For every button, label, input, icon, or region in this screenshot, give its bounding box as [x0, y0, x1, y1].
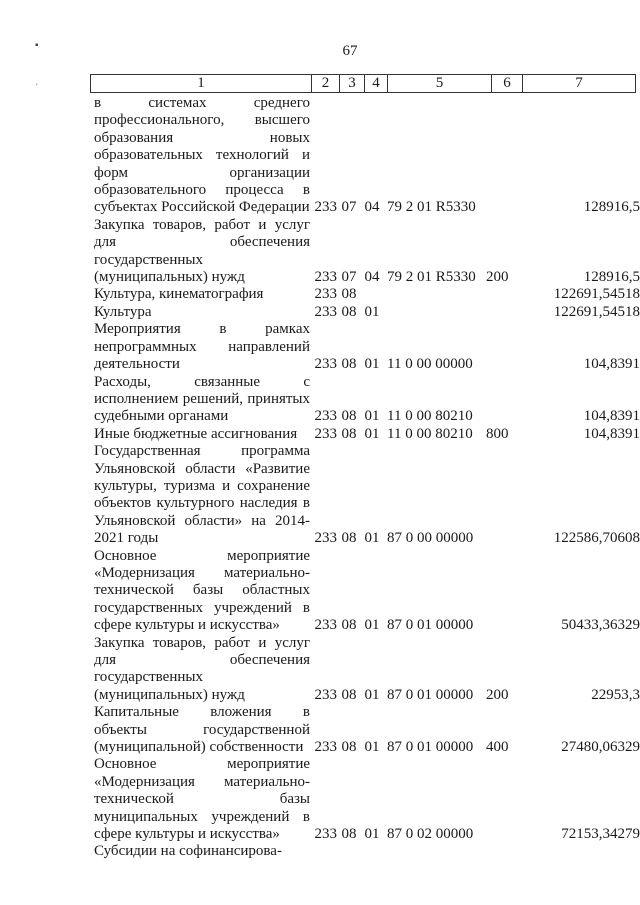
row-col-6	[486, 286, 516, 303]
row-col-6	[486, 321, 516, 373]
row-col-7: 22953,3	[591, 686, 640, 703]
row-col-4: 04	[364, 199, 380, 216]
row-col-4: 04	[364, 269, 380, 286]
row-description: Закупка товаров, работ и услуг для обеспечения государственных (муниципальных) нужд	[94, 634, 310, 703]
row-col-2: 233	[314, 199, 337, 216]
row-col-5	[383, 286, 486, 303]
row-col-4: 01	[364, 356, 380, 373]
row-col-4: 01	[364, 686, 380, 703]
header-col-3: 3	[340, 75, 365, 93]
row-col-2: 233	[314, 425, 337, 442]
row-description: Мероприятия в рамках непрограммных направлений деятельности	[94, 321, 310, 373]
row-col-3: 08	[341, 617, 357, 634]
row-col-3: 08	[341, 356, 357, 373]
row-description: Капитальные вложения в объекты государственной (муниципальной) собственности	[94, 704, 310, 756]
row-description: Субсидии на софинансирова-	[94, 843, 282, 860]
row-col-5	[383, 304, 486, 321]
row-col-2: 233	[314, 303, 337, 320]
table-row	[90, 217, 640, 287]
row-col-6	[486, 548, 516, 635]
row-col-6	[486, 843, 516, 860]
row-col-3: 08	[341, 425, 357, 442]
row-col-3: 07	[341, 199, 357, 216]
row-col-6: 200	[486, 269, 509, 286]
row-col-5	[383, 843, 486, 860]
table-row	[90, 374, 640, 426]
row-col-5: 11 0 00 80210	[387, 425, 473, 442]
row-col-3: 08	[341, 826, 357, 843]
row-col-7: 122691,54518	[553, 303, 640, 320]
row-col-7	[516, 843, 640, 860]
row-col-2: 233	[314, 739, 337, 756]
row-col-7: 50433,36329	[561, 617, 640, 634]
row-col-3: 08	[341, 303, 357, 320]
table-row	[90, 321, 640, 373]
row-col-6	[486, 374, 516, 426]
budget-table	[90, 95, 640, 861]
row-col-6: 200	[486, 686, 509, 703]
row-description: Культура, кинематография	[94, 286, 264, 303]
row-col-3: 08	[341, 686, 357, 703]
row-col-4	[361, 286, 383, 303]
row-col-4	[361, 843, 383, 860]
scan-mark-top: ▪	[35, 40, 39, 51]
header-col-1: 1	[91, 75, 312, 93]
header-col-7: 7	[523, 75, 636, 93]
row-description: Культура	[94, 303, 152, 320]
table-row	[90, 756, 640, 843]
row-col-3: 08	[341, 408, 357, 425]
row-col-3: 08	[341, 530, 357, 547]
row-col-4: 01	[364, 617, 380, 634]
row-col-2: 233	[314, 826, 337, 843]
table-row	[90, 426, 640, 443]
row-col-4: 01	[364, 739, 380, 756]
scan-mark-mid: ′	[36, 82, 38, 91]
row-col-5: 11 0 00 80210	[387, 408, 473, 425]
row-col-7: 122586,70608	[553, 530, 640, 547]
row-col-5: 87 0 01 00000	[387, 617, 474, 634]
row-col-4: 01	[364, 826, 380, 843]
row-col-6	[486, 756, 516, 843]
column-header-row	[90, 74, 636, 93]
row-col-6	[486, 304, 516, 321]
row-col-2: 233	[314, 269, 337, 286]
row-col-5: 11 0 00 00000	[387, 356, 473, 373]
row-col-5: 79 2 01 R5330	[387, 199, 476, 216]
row-col-3: 08	[341, 739, 357, 756]
table-row	[90, 635, 640, 705]
row-col-4: 01	[364, 530, 380, 547]
table-row	[90, 286, 640, 303]
row-col-3: 07	[341, 269, 357, 286]
row-col-7: 72153,34279	[561, 826, 640, 843]
row-col-5: 87 0 00 00000	[387, 530, 474, 547]
row-col-7: 104,8391	[583, 408, 640, 425]
row-description: Расходы, связанные с исполнением решений, принятых судебными органами	[94, 373, 310, 425]
row-col-2: 233	[314, 530, 337, 547]
row-col-4: 01	[364, 408, 380, 425]
header-col-5: 5	[388, 75, 492, 93]
row-col-7: 128916,5	[583, 269, 640, 286]
row-description: в системах среднего профессионального, высшего образования новых образовательных технологий и форм организации образовательного процесса в субъектах Российской Федерации	[94, 95, 310, 216]
table-row	[90, 304, 640, 321]
row-col-5: 79 2 01 R5330	[387, 269, 476, 286]
row-description: Основное мероприятие «Модернизация материально-технической базы областных государственных учреждений в сфере культуры и искусства»	[94, 547, 310, 634]
table-row	[90, 843, 640, 860]
row-col-3: 08	[341, 286, 357, 303]
header-col-6: 6	[492, 75, 523, 93]
row-col-4: 01	[364, 303, 380, 320]
row-description: Иные бюджетные ассигнования	[94, 425, 298, 442]
row-col-6: 400	[486, 739, 509, 756]
row-col-2: 233	[314, 617, 337, 634]
header-col-4: 4	[365, 75, 388, 93]
row-description: Закупка товаров, работ и услуг для обеспечения государственных (муниципальных) нужд	[94, 216, 310, 286]
row-col-6	[486, 443, 516, 547]
row-col-3	[337, 843, 361, 860]
row-col-2: 233	[314, 408, 337, 425]
table-row	[90, 704, 640, 756]
row-col-2: 233	[314, 686, 337, 703]
row-col-7: 122691,54518	[553, 286, 640, 303]
row-col-6	[486, 95, 516, 217]
table-row	[90, 443, 640, 547]
row-col-7: 104,8391	[583, 425, 640, 442]
row-col-7: 128916,5	[583, 199, 640, 216]
row-col-7: 104,8391	[583, 356, 640, 373]
row-col-5: 87 0 01 00000	[387, 739, 474, 756]
table-row	[90, 548, 640, 635]
row-col-7: 27480,06329	[561, 739, 640, 756]
row-col-5: 87 0 02 00000	[387, 826, 474, 843]
row-col-2	[310, 843, 337, 860]
row-col-2: 233	[314, 286, 337, 303]
row-col-2: 233	[314, 356, 337, 373]
row-col-6: 800	[486, 425, 509, 442]
table-row	[90, 95, 640, 217]
row-col-4: 01	[364, 425, 380, 442]
row-description: Основное мероприятие «Модернизация материально-технической базы муниципальных учреждений в сфере культуры и искусства»	[94, 756, 310, 843]
row-description: Государственная программа Ульяновской области «Развитие культуры, туризма и сохранение объектов культурного наследия в Ульяновской области» на 2014-2021 годы	[94, 443, 310, 547]
header-col-2: 2	[312, 75, 340, 93]
row-col-5: 87 0 01 00000	[387, 686, 474, 703]
page-number: 67	[342, 43, 358, 59]
